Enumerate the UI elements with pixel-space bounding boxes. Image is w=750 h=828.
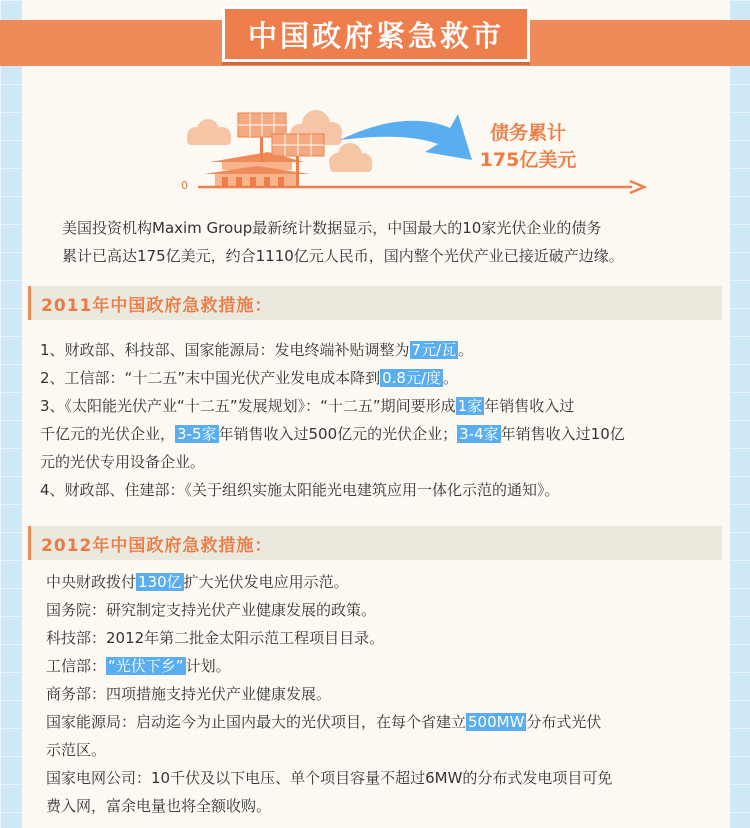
section-2011-list <box>40 336 720 504</box>
section-2011-heading <box>28 286 722 320</box>
list-item-continued: 示范区。 <box>46 741 107 759</box>
item-text: 千亿元的光伏企业， <box>40 425 176 443</box>
list-item-continued: 元的光伏专用设备企业。 <box>40 453 206 471</box>
highlight-value: 500MW <box>468 713 525 731</box>
item-text: 年销售收入过500亿元的光伏企业； <box>218 425 458 443</box>
highlight-value: 3-5家 <box>177 425 217 443</box>
intro-paragraph <box>62 214 710 270</box>
list-item: 4、财政部、住建部：《关于组织实施太阳能光电建筑应用一体化示范的通知》。 <box>40 481 560 499</box>
highlight-value: 1家 <box>457 397 483 415</box>
section-2012-heading <box>28 526 722 560</box>
title-box <box>222 6 530 62</box>
government-building-icon <box>204 152 310 186</box>
cloud-icon <box>329 143 372 172</box>
item-text: 分布式光伏 <box>526 713 602 731</box>
list-item <box>46 652 726 680</box>
item-text: 。 <box>443 369 459 387</box>
list-item: 国家电网公司：10千伏及以下电压、单个项目容量不超过6MW的分布式发电项目可免 <box>46 769 613 787</box>
item-text: 3、《太阳能光伏产业“十二五”发展规划》：“十二五”期间要形成 <box>40 397 456 415</box>
intro-line: 累计已高达175亿美元，约合1110亿元人民币，国内整个光伏产业已接近破产边缘。 <box>62 247 624 265</box>
list-item-continued: 费入网，富余电量也将全额收购。 <box>46 797 272 815</box>
debt-total-label <box>468 120 588 174</box>
item-text: 中央财政拨付 <box>46 573 137 591</box>
page-title: 中国政府紧急救市 <box>247 18 504 53</box>
intro-line: 美国投资机构Maxim Group最新统计数据显示，中国最大的10家光伏企业的债务 <box>62 219 602 237</box>
highlight-value: 130亿 <box>138 573 182 591</box>
item-text: 国家能源局：启动迄今为止国内最大的光伏项目，在每个省建立 <box>46 713 467 731</box>
section-heading-text: 2011年中国政府急救措施： <box>41 295 273 316</box>
list-item-continued <box>40 420 720 448</box>
list-item <box>46 568 726 596</box>
highlight-value: 0.8元/度 <box>382 369 442 387</box>
item-text: 扩大光伏发电应用示范。 <box>183 573 349 591</box>
highlight-value: 7元/瓦 <box>411 341 457 359</box>
item-text: 2、工信部：“十二五”末中国光伏产业发电成本降到 <box>40 369 381 387</box>
highlight-value: 3-4家 <box>459 425 499 443</box>
list-item <box>40 392 720 420</box>
list-item <box>40 364 720 392</box>
axis-zero-label: 0 <box>181 179 188 192</box>
list-item <box>46 708 726 736</box>
list-item <box>40 336 720 364</box>
list-item: 国务院：研究制定支持光伏产业健康发展的政策。 <box>46 601 377 619</box>
item-text: 计划。 <box>185 657 231 675</box>
list-item: 商务部：四项措施支持光伏产业健康发展。 <box>46 685 332 703</box>
section-2012-list <box>46 568 726 820</box>
item-text: 年销售收入过 <box>484 397 575 415</box>
item-text: 。 <box>458 341 474 359</box>
list-item: 科技部：2012年第二批金太阳示范工程项目目录。 <box>46 629 385 647</box>
item-text: 年销售收入过10亿 <box>500 425 625 443</box>
item-text: 1、财政部、科技部、国家能源局：发电终端补贴调整为 <box>40 341 410 359</box>
debt-illustration <box>0 100 750 200</box>
item-text: 工信部： <box>46 657 107 675</box>
highlight-value: “光伏下乡” <box>108 657 184 675</box>
debt-label-line2: 175亿美元 <box>479 149 577 171</box>
cloud-icon <box>187 119 231 145</box>
section-heading-text: 2012年中国政府急救措施： <box>41 535 273 556</box>
debt-label-line1: 债务累计 <box>489 122 566 144</box>
